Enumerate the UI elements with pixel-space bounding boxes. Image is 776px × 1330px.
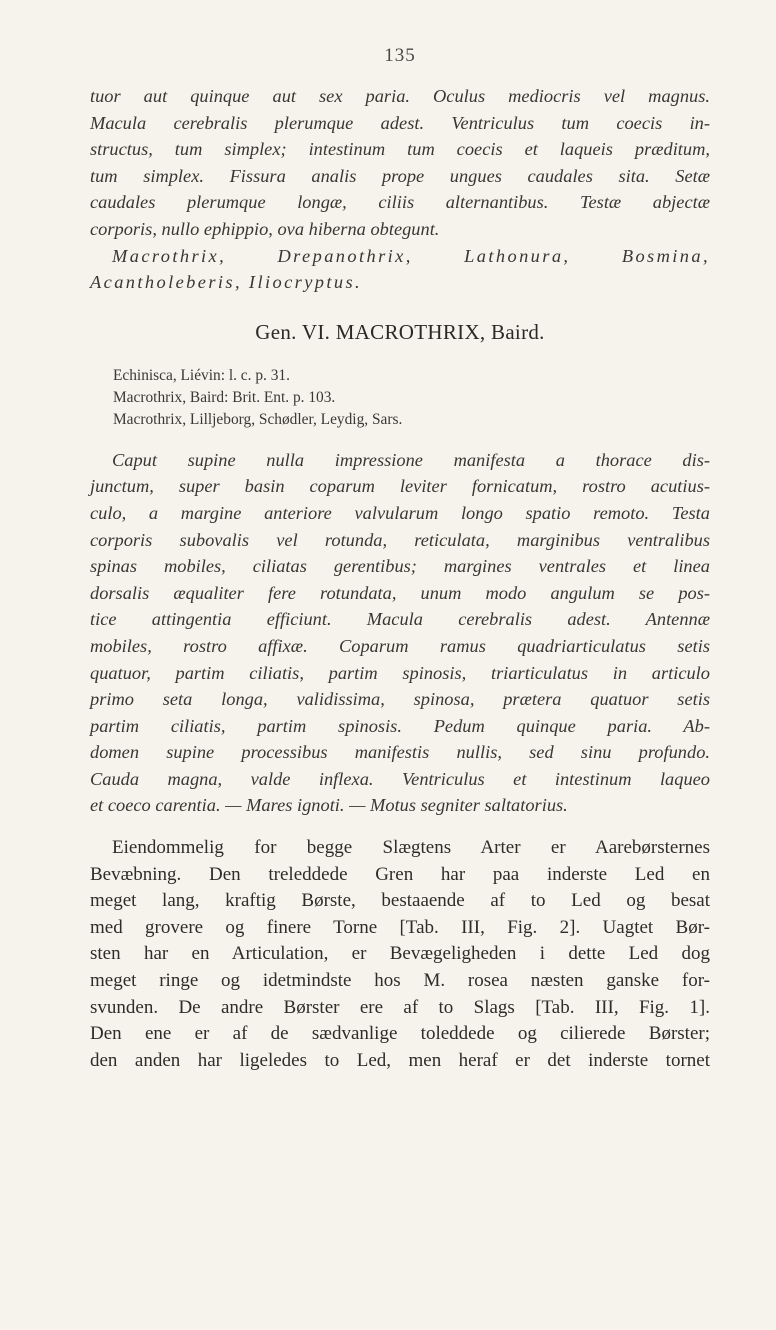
diagnosis-line: culo, a margine anteriore valvularum longo spatio remoto. Testa xyxy=(90,502,710,523)
body-line: meget ringe og idetmindste hos M. rosea næsten ganske for- xyxy=(90,970,710,992)
body-paragraph xyxy=(90,835,710,1074)
body-line: svunden. De andre Børster ere af to Slags [Tab. III, Fig. 1]. xyxy=(90,996,710,1018)
synonym-list xyxy=(90,365,710,431)
intro-line: structus, tum simplex; intestinum tum coecis et laqueis præditum, xyxy=(90,139,710,160)
book-page xyxy=(90,46,710,1074)
intro-line: tuor aut quinque aut sex paria. Oculus mediocris vel magnus. xyxy=(90,86,710,106)
diagnosis-line: Caput supine nulla impressione manifesta a thorace dis- xyxy=(112,449,710,470)
intro-line: Macula cerebralis plerumque adest. Ventriculus tum coecis in- xyxy=(90,112,710,133)
diagnosis-line: partim ciliatis, partim spinosis. Pedum quinque paria. Ab- xyxy=(90,715,710,736)
diagnosis-line: et coeco carentia. — Mares ignoti. — Motus segniter saltatorius. xyxy=(90,795,568,816)
body-line: Bevæbning. Den treleddede Gren har paa inderste Led en xyxy=(90,863,710,885)
genera-list xyxy=(90,243,710,296)
body-line: sten har en Articulation, er Bevægeligheden i dette Led dog xyxy=(90,943,710,965)
diagnosis-paragraph xyxy=(90,447,710,819)
diagnosis-line: corporis subovalis vel rotunda, reticulata, marginibus ventralibus xyxy=(90,529,710,550)
diagnosis-line: tice attingentia efficiunt. Macula cerebralis adest. Antennæ xyxy=(90,609,710,630)
synonym-entry: Echinisca, Liévin: l. c. p. 31. xyxy=(113,366,290,384)
body-line: meget lang, kraftig Børste, bestaaende af to Led og besat xyxy=(90,890,710,912)
diagnosis-line: primo seta longa, validissima, spinosa, prætera quatuor setis xyxy=(90,689,710,710)
intro-line: caudales plerumque longæ, ciliis alternantibus. Testæ abjectæ xyxy=(90,192,710,213)
intro-paragraph xyxy=(90,83,710,243)
diagnosis-line: dorsalis æqualiter fere rotundata, unum modo angulum se pos- xyxy=(90,582,710,603)
body-line: Eiendommelig for begge Slægtens Arter er Aarebørsternes xyxy=(112,837,710,859)
genus-heading: Gen. VI. MACROTHRIX, Baird. xyxy=(255,319,545,344)
diagnosis-line: quatuor, partim ciliatis, partim spinosis, triarticulatus in articulo xyxy=(90,662,710,683)
diagnosis-line: spinas mobiles, ciliatas gerentibus; margines ventrales et linea xyxy=(90,556,710,577)
body-line: med grovere og finere Torne [Tab. III, Fig. 2]. Uagtet Bør- xyxy=(90,916,710,938)
synonym-entry: Macrothrix, Lilljeborg, Schødler, Leydig, Sars. xyxy=(113,410,403,428)
diagnosis-line: junctum, super basin coparum leviter fornicatum, rostro acutius- xyxy=(90,476,710,497)
genera-line: Acantholeberis, Iliocryptus. xyxy=(90,272,363,293)
genera-line: Macrothrix, Drepanothrix, Lathonura, Bosmina, xyxy=(112,245,710,266)
diagnosis-line: Cauda magna, valde inflexa. Ventriculus et intestinum laqueo xyxy=(90,768,710,789)
page-number: 135 xyxy=(384,45,416,66)
synonym-entry: Macrothrix, Baird: Brit. Ent. p. 103. xyxy=(113,388,336,406)
diagnosis-line: domen supine processibus manifestis nullis, sed sinu profundo. xyxy=(90,742,710,763)
intro-line: corporis, nullo ephippio, ova hiberna obtegunt. xyxy=(90,218,440,239)
diagnosis-line: mobiles, rostro affixæ. Coparum ramus quadriarticulatus setis xyxy=(90,635,710,656)
body-line: Den ene er af de sædvanlige toleddede og cilierede Børster; xyxy=(90,1023,710,1045)
body-line: den anden har ligeledes to Led, men heraf er det inderste tornet xyxy=(90,1049,710,1071)
intro-line: tum simplex. Fissura analis prope ungues caudales sita. Setæ xyxy=(90,165,710,186)
